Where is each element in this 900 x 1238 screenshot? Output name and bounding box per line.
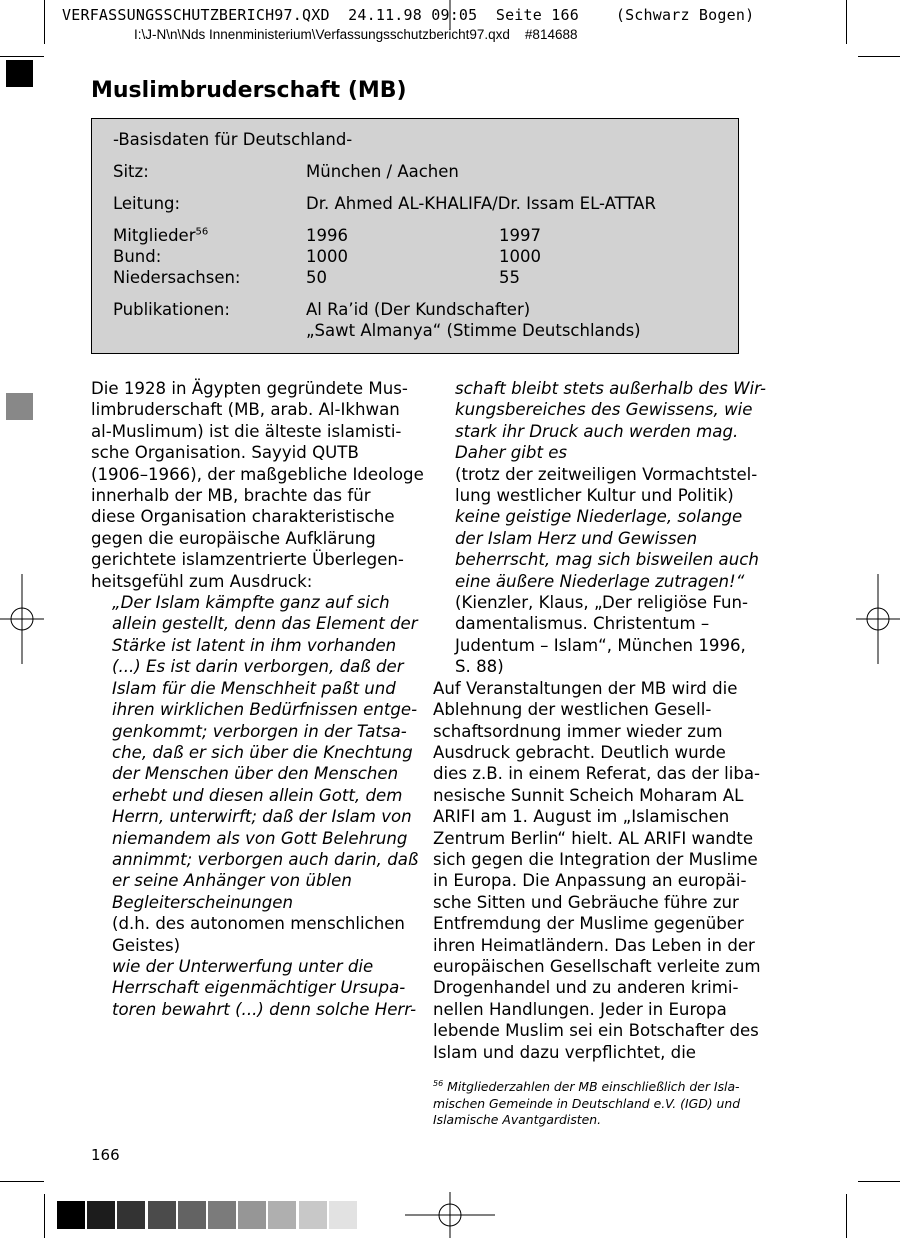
mitglieder-label: Mitglieder$^{56}$ [113,226,209,245]
text-line: allein gestellt, denn das Element der [112,614,418,634]
niedersachsen-label: Niedersachsen: [113,268,241,287]
text-line: S. 88) [455,657,504,677]
text-line: (1906–1966), der maßgebliche Ideologe [91,464,424,484]
publikationen-label: Publikationen: [113,300,230,319]
quote-insertion [455,464,766,507]
leitung-label: Leitung: [113,194,181,213]
text-line: Stärke ist latent in ihm vorhanden [112,635,397,655]
section-title: Muslimbruderschaft (MB) [91,78,407,103]
gray-swatch [299,1201,327,1229]
gray-section-marker [6,393,33,420]
text-line: europäischen Gesellschaft verleite zum [433,956,761,976]
registration-mark-bottom [405,1192,495,1238]
text-line: eine äußere Niederlage zutragen!“ [455,571,745,591]
body-paragraph [433,678,766,1063]
gray-swatch [178,1201,206,1229]
text-line: diese Organisation charakteristische [91,507,395,527]
quote-part [112,592,424,913]
quote-part [455,378,766,464]
text-line: ihren Heimatländern. Das Leben in der [433,935,755,955]
footnote [433,1079,740,1129]
bund-label: Bund: [113,247,162,266]
text-line: sich gegen die Integration der Muslime [433,849,758,869]
text-line: Entfremdung der Muslime gegenüber [433,914,744,934]
text-line: beherrscht, mag sich bisweilen auch [455,550,759,570]
leitung-value: Dr. Ahmed AL-KHALIFA/Dr. Issam EL-ATTAR [306,194,656,213]
year-1996: 1996 [306,226,348,245]
footnote-ref: 56 [195,226,209,238]
text-line: nellen Handlungen. Jeder in Europa [433,999,727,1019]
registration-mark-left [0,574,44,664]
text-line: Geistes) [112,935,181,955]
text-line: ARIFI am 1. August im „Islamischen [433,807,730,827]
text-line: dies z.B. in einem Referat, das der liba- [433,764,761,784]
text-line: gerichtete islamzentrierte Überlegen- [91,550,404,570]
text-line: innerhalb der MB, brachte das für [91,486,371,506]
text-line: schaft bleibt stets außerhalb des Wir- [455,379,766,398]
right-column [433,378,766,1063]
text-line: Daher gibt es [455,443,568,463]
qutb-quote [91,592,424,1020]
gray-swatch [148,1201,176,1229]
print-slug-line: VERFASSUNGSSCHUTZBERICH97.QXD 24.11.98 09:05 Seite 166 (Schwarz Bogen) [62,6,755,24]
gray-swatch [208,1201,236,1229]
text-line: che, daß er sich über die Knechtung [112,742,413,762]
registration-mark-right [856,574,900,664]
text-line: Judentum – Islam“, München 1996, [455,635,746,655]
registration-mark-top [440,0,460,30]
text-line: Herrn, unterwirft; daß der Islam von [112,807,412,827]
publication-1: Al Ra’id (Der Kundschafter) [306,300,531,319]
text-line: genkommt; verborgen in der Tatsa- [112,721,407,741]
text-line: annimmt; verborgen auch darin, daß [112,849,419,869]
black-section-marker [6,60,33,87]
qutb-quote-continued [433,378,766,678]
text-line: in Europa. Die Anpassung an europäi- [433,871,747,891]
quote-insertion [112,913,424,956]
text-line: erhebt und diesen allein Gott, dem [112,785,403,805]
text-line: nesische Sunnit Scheich Moharam AL [433,785,744,805]
gray-swatch [57,1201,85,1229]
quote-part [112,956,424,1020]
base-data-box [91,118,739,354]
text-line: heitsgefühl zum Ausdruck: [91,571,313,591]
text-line: limbruderschaft (MB, arab. Al-Ikhwan [91,400,400,420]
text-line: er seine Anhänger von üblen [112,871,352,891]
footnote-line: Islamische Avantgardisten. [433,1112,602,1128]
niedersachsen-1996: 50 [306,268,327,287]
gray-swatch [238,1201,266,1229]
text-line: damentalismus. Christentum – [455,614,710,634]
text-line: al-Muslimum) ist die älteste islamisti- [91,421,402,441]
intro-paragraph [91,378,424,592]
box-heading: -Basisdaten für Deutschland- [113,130,353,149]
text-line: Auf Veranstaltungen der MB wird die [433,678,738,698]
gray-swatch [117,1201,145,1229]
text-line: sche Organisation. Sayyid QUTB [91,443,359,463]
quote-part [455,506,766,592]
text-line: (d.h. des autonomen menschlichen [112,914,405,934]
text-line: Herrschaft eigenmächtiger Ursupa- [112,978,406,998]
year-1997: 1997 [499,226,541,245]
bund-1997: 1000 [499,247,541,266]
footnote-line: Mitgliederzahlen der MB einschließlich der Isla- [447,1079,740,1094]
text-line: schaftsordnung immer wieder zum [433,721,723,741]
text-line: toren bewahrt (...) denn solche Herr- [112,999,417,1019]
text-line: (trotz der zeitweiligen Vormachtstel- [455,464,758,484]
text-line: Die 1928 in Ägypten gegründete Mus- [91,379,408,398]
gray-swatch [87,1201,115,1229]
niedersachsen-1997: 55 [499,268,520,287]
text-line: Islam für die Menschheit paßt und [112,678,396,698]
bund-1996: 1000 [306,247,348,266]
text-line: wie der Unterwerfung unter die [112,956,374,976]
text-line: Drogenhandel und zu anderen krimi- [433,978,739,998]
text-line: niemandem als von Gott Belehrung [112,828,408,848]
text-line: lung westlicher Kultur und Politik) [455,486,734,506]
publication-2: „Sawt Almanya“ (Stimme Deutschlands) [306,321,641,340]
text-line: Islam und dazu verpflichtet, die [433,1042,697,1062]
text-line: gegen die europäische Aufklärung [91,528,376,548]
text-line: (Kienzler, Klaus, „Der religiöse Fun- [455,593,749,613]
text-line: „Der Islam kämpfte ganz auf sich [112,593,390,613]
gray-swatch [268,1201,296,1229]
text-line: Zentrum Berlin“ hielt. AL ARIFI wandte [433,828,754,848]
text-line: keine geistige Niederlage, solange [455,507,743,527]
text-line: (...) Es ist darin verborgen, daß der [112,657,404,677]
left-column [91,378,424,1020]
sitz-label: Sitz: [113,162,149,181]
sitz-value: München / Aachen [306,162,459,181]
gray-swatch [329,1201,357,1229]
text-line: Begleiterscheinungen [112,892,294,912]
footnote-line: mischen Gemeinde in Deutschland e.V. (IGD) und [433,1095,741,1111]
page-number: 166 [91,1146,120,1164]
footnote-number: 56 [433,1078,444,1088]
text-line: kungsbereiches des Gewissens, wie [455,400,753,420]
text-line: der Islam Herz und Gewissen [455,528,698,548]
text-line: sche Sitten und Gebräuche führe zur [433,892,739,912]
text-line: Ablehnung der westlichen Gesell- [433,700,712,720]
text-line: der Menschen über den Menschen [112,764,399,784]
file-path-line: I:\J-N\n\Nds Innenministerium\Verfassungsschutzbericht97.qxd #814688 [134,27,578,42]
text-line: Ausdruck gebracht. Deutlich wurde [433,742,726,762]
text-line: ihren wirklichen Bedürfnissen entge- [112,700,418,720]
text-line: stark ihr Druck auch werden mag. [455,421,739,441]
text-line: lebende Muslim sei ein Botschafter des [433,1021,759,1041]
quote-citation [455,592,766,678]
